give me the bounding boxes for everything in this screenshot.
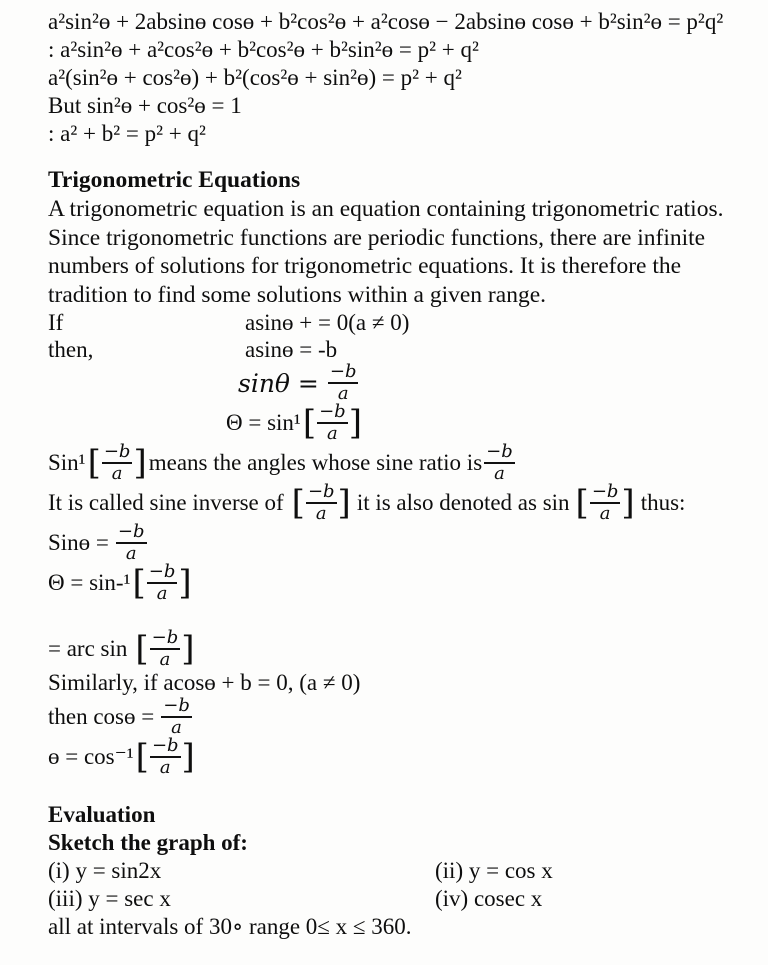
evaluation-footer: all at intervals of 30∘ range 0≤ x ≤ 360.: [48, 914, 412, 939]
evaluation-item: (iv) cosec x: [435, 886, 543, 911]
left-bracket: [: [302, 403, 317, 443]
right-bracket: ]: [348, 403, 362, 443]
fraction-denominator: a: [337, 383, 349, 404]
fraction-denominator: a: [494, 463, 505, 484]
fraction-numerator: −b: [148, 561, 176, 582]
fraction: [147, 563, 178, 603]
fraction-denominator: a: [159, 757, 171, 778]
fraction-numerator: −b: [103, 441, 131, 462]
then-label: then,: [48, 337, 94, 362]
formula-pre: It is called sine inverse of: [48, 490, 284, 515]
fraction: [116, 523, 147, 563]
evaluation-row: [48, 857, 754, 885]
then-row: [48, 336, 754, 363]
fraction: [328, 363, 359, 403]
left-bracket: [: [135, 737, 149, 777]
fraction-numerator: −b: [163, 695, 190, 716]
formula-theta-sin-inverse: [226, 403, 754, 443]
formula-then-cos: [48, 697, 754, 737]
formula-lhs: = arc sin: [48, 636, 128, 661]
formula-arc-sin: [48, 629, 754, 669]
derivation-line: a²(sin²ɵ + cos²ɵ) + b²(cos²ɵ + sin²ɵ) = p² + q²: [48, 65, 462, 90]
formula-theta-cos-inverse: [48, 737, 754, 777]
fraction-denominator: a: [327, 423, 338, 444]
fraction-denominator: a: [315, 503, 327, 524]
evaluation-row: [48, 885, 754, 913]
derivation-line: : a²sin²ɵ + a²cos²ɵ + b²cos²ɵ + b²sin²ɵ = p² + q²: [48, 37, 479, 62]
formula-sin-inverse-meaning: [48, 443, 754, 483]
fraction-numerator: −b: [151, 627, 179, 648]
fraction-numerator: −b: [307, 481, 335, 502]
then-formula: asinɵ = -b: [245, 337, 338, 362]
formula-theta-sin-inverse-2: [48, 563, 754, 603]
fraction: [150, 629, 181, 669]
fraction-denominator: a: [156, 583, 168, 604]
left-bracket: [: [291, 483, 305, 523]
formula-lhs: then cosɵ =: [48, 704, 155, 729]
fraction: [150, 737, 181, 777]
fraction-numerator: −b: [319, 401, 346, 422]
formula-post: thus:: [640, 490, 686, 515]
evaluation-heading: Evaluation: [48, 802, 156, 827]
paragraph-line: Since trigonometric functions are periodic functions, there are infinite: [48, 224, 706, 251]
left-bracket: [: [132, 563, 146, 603]
formula-pre: Sin¹: [48, 450, 86, 475]
fraction: [306, 483, 337, 523]
formula-called-inverse: [48, 483, 754, 523]
paragraph-line: tradition to find some solutions within a given range.: [48, 281, 546, 308]
fraction-denominator: a: [159, 649, 171, 670]
fraction-numerator: −b: [486, 441, 513, 462]
formula-sin-theta: [238, 363, 754, 403]
formula-sin-equals: [48, 523, 754, 563]
derivation-line: a²sin²ɵ + 2absinɵ cosɵ + b²cos²ɵ + a²cosɵ − 2absinɵ cosɵ + b²sin²ɵ = p²q²: [48, 9, 724, 34]
fraction-denominator: a: [599, 503, 611, 524]
formula-lhs: ɵ = cos⁻¹: [48, 744, 134, 769]
fraction-numerator: −b: [117, 521, 145, 542]
formula-lhs: Θ = sin¹: [226, 410, 301, 435]
formula-mid: it is also denoted as sin: [356, 490, 570, 515]
section-heading: Trigonometric Equations: [48, 167, 301, 193]
similarly-line: Similarly, if acosɵ + b = 0, (a ≠ 0): [48, 670, 361, 695]
fraction: [484, 443, 515, 483]
right-bracket: ]: [178, 563, 192, 603]
fraction: [102, 443, 133, 483]
fraction-numerator: −b: [591, 481, 619, 502]
fraction-denominator: a: [125, 543, 137, 564]
fraction: [317, 403, 348, 443]
evaluation-item: (iii) y = sec x: [48, 886, 171, 911]
if-label: If: [48, 310, 64, 335]
evaluation-item: (i) y = sin2x: [48, 858, 162, 883]
left-bracket: [: [135, 629, 149, 669]
fraction: [590, 483, 621, 523]
if-formula: asinɵ + = 0(a ≠ 0): [245, 310, 410, 335]
right-bracket: ]: [133, 443, 147, 483]
formula-mid: means the angles whose sine ratio is: [148, 450, 483, 475]
formula-lhs: Sinɵ =: [48, 530, 109, 555]
derivation-block: [48, 8, 754, 148]
fraction-denominator: a: [111, 463, 123, 484]
evaluation-item: (ii) y = cos x: [435, 858, 553, 883]
left-bracket: [: [575, 483, 589, 523]
evaluation-subheading: Sketch the graph of:: [48, 830, 248, 855]
paragraph-line: numbers of solutions for trigonometric equations. It is therefore the: [48, 253, 682, 279]
right-bracket: ]: [621, 483, 635, 523]
if-row: [48, 309, 754, 336]
right-bracket: ]: [181, 737, 195, 777]
fraction: [161, 697, 192, 737]
paragraph-line: A trigonometric equation is an equation containing trigonometric ratios.: [48, 196, 724, 222]
derivation-line: But sin²ɵ + cos²ɵ = 1: [48, 93, 242, 118]
fraction-numerator: −b: [151, 735, 179, 756]
formula-lhs: Θ = sin-¹: [48, 570, 131, 595]
fraction-numerator: −b: [329, 361, 357, 382]
right-bracket: ]: [181, 629, 195, 669]
section-paragraph: [48, 195, 754, 309]
derivation-line: : a² + b² = p² + q²: [48, 121, 206, 146]
formula-lhs: sinθ =: [238, 368, 319, 398]
left-bracket: [: [87, 443, 101, 483]
fraction-denominator: a: [171, 717, 182, 738]
right-bracket: ]: [337, 483, 351, 523]
evaluation-block: [48, 801, 754, 941]
